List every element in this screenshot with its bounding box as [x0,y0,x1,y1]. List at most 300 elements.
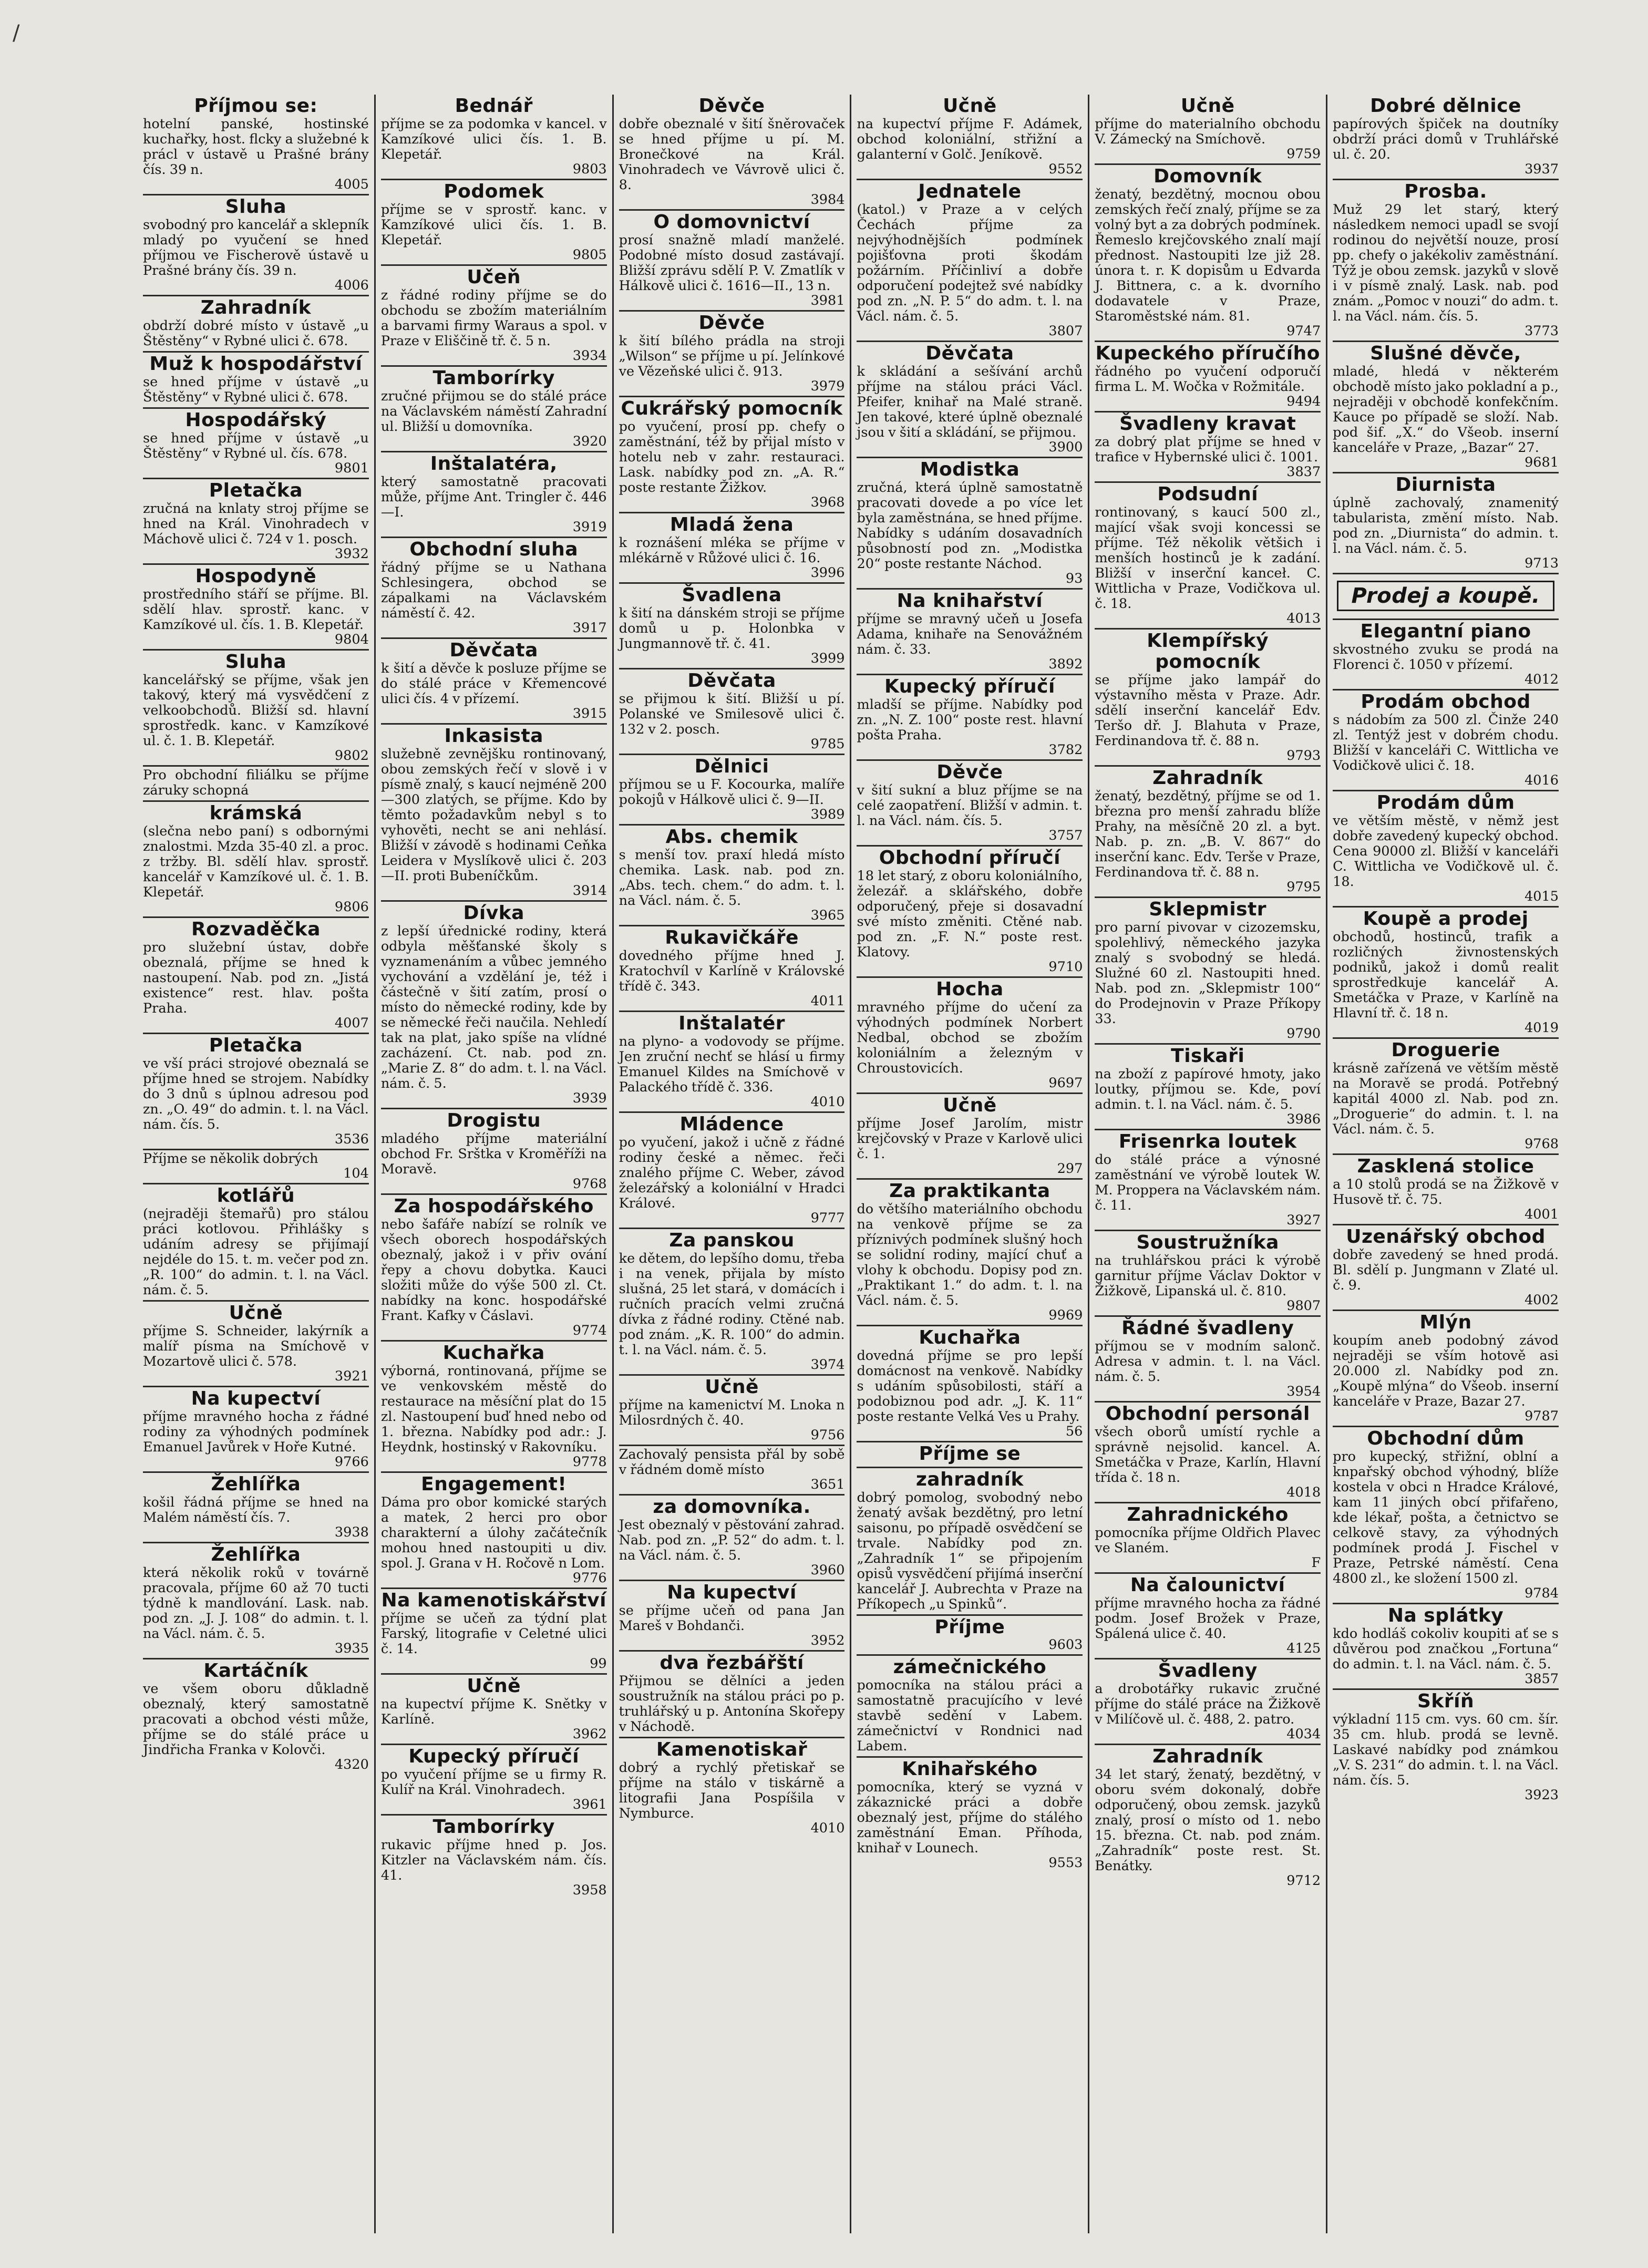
ad-number: 4002 [1525,1292,1559,1308]
ad-text: obdrží dobré místo v ústavě „u Štěstěny“ v Rybné ulici č. 678. [143,318,369,349]
ad-text: kancelářský se příjme, však jen takový, který má vysvědčení z velkoobchodů. Bližší sd. hlavní sprostředk. kanc. v Kamzíkové ul. č. 1. B. Klepetář. [143,672,369,749]
ad-text: ženatý, bezdětný, příjme se od 1. března pro menší zahradu blíže Prahy, na měsíčně 20 zl. a byt. Nab. p. zn. „B. V. 867“ do inserční kanc. Edv. Terše v Praze, Ferdinandova tř. č. 88 n. [1095,788,1321,880]
ad-heading: Na splátky [1387,1605,1504,1626]
classified-ad [1095,767,1321,898]
classified-ad [1333,180,1559,342]
ad-text: dovedná příjme se pro lepší domácnost na venkově. Nabídky s udáním spůsobilosti, stáří a podobiznou pod adr. „J. K. 11“ poste restante Velká Ves u Prahy. [857,1348,1083,1425]
ad-text: rontinovaný, s kaucí 500 zl., mající však svoji koncessi se příjme. Též několik většich i menších hostinců je k zadání. Bližší v inserční kanceł. C. Wittlicha v Praze, Vodičkova ul. č. 18. [1095,504,1321,612]
classified-ad [1333,1225,1559,1311]
ad-heading: Jednatele [918,181,1022,202]
ad-number: 3979 [810,378,845,394]
ad-number: 3927 [1286,1212,1321,1228]
ad-text: která několik roků v továrně pracovala, příjme 60 až 70 tucti týdně k mandlování. Lask. nab. pod zn. „J. J. 108“ do admin. t. l. na Václ. nám. č. 5. [143,1565,369,1642]
classified-ad [619,1446,845,1496]
classified-ad [619,755,845,826]
ad-heading: Tiskaři [1171,1045,1245,1067]
ad-heading: Děvčata [687,670,776,692]
classified-ad [619,1496,845,1581]
ad-text: řádného po vyučení odporučí firma L. M. Wočka v Rožmitále. [1095,364,1321,395]
ad-text: Dáma pro obor komické starých a matek, 2 herci pro obor charakterní a úlohy začátečník mohou hned nastoupiti u div. spol. J. Grana v H. Ročově n Lom. [380,1494,607,1571]
ad-text: pomocníka příjme Oldřich Plavec ve Slaném. [1095,1525,1321,1556]
ad-text: dobrý pomolog, svobodný nebo ženatý avšak bezdětný, pro letní saisonu, po případě osvědčení se trvale. Nabídky pod zn. „Zahradník 1“ se připojením opisů vysvědčení přijímá inserční kancelář J. Aubrechta v Praze na Příkopech „u Spinků“. [857,1490,1083,1612]
ad-heading: Koupě a prodej [1363,908,1529,930]
ad-text: Muž 29 let starý, který následkem nemoci upadl se svojí rodinou do největší nouze, prosí pp. chefy o jakékoliv zaměstnání. Týž je obou zemsk. jazyků v slově i v písmě znalý. Lask. nab. pod znám. „Pomoc v nouzi“ do adm. t. l. na Václ. nám. čís. 5. [1333,202,1559,324]
ad-heading: Podomek [444,181,544,202]
classified-ad [381,95,607,180]
ad-text: na plyno- a vodovody se příjme. Jen zruční nechť se hlásí u firmy Emanuel Kildes na Smíchově v Palackého třídě č. 336. [619,1034,845,1095]
ad-heading: Na knihařství [897,590,1043,612]
ad-number: 4010 [810,1820,845,1836]
ad-number: 4034 [1286,1726,1321,1742]
ad-text: dovedného příjme hned J. Kratochvíl v Karlíně v Královské třídě č. 343. [619,948,845,994]
ad-number: 9759 [1286,146,1321,162]
classified-ad [619,513,845,584]
ad-number: 9784 [1525,1585,1559,1601]
ad-heading: Uzenářský obchod [1346,1226,1546,1248]
ad-text: Pro obchodní filiálku se příjme záruky schopná [143,767,369,798]
ad-number: 4125 [1286,1641,1321,1656]
ad-heading: zahradník [915,1469,1024,1490]
ad-number: 9787 [1525,1408,1559,1424]
ad-number: 3962 [572,1726,607,1742]
ad-text: dobrý a rychlý přetiskař se příjme na stálo v tiskárně a litografii Jana Pospíšila v Nymburce. [619,1760,845,1821]
classified-ad [1095,483,1321,630]
ad-heading: Tamborírky [432,367,555,389]
ad-heading: Švadlena [682,584,782,606]
classified-ad [857,1326,1083,1442]
ad-text: na zboží z papírové hmoty, jako loutky, příjmou se. Kde, poví admin. t. l. na Václ. nám. č. 5. [1095,1066,1321,1112]
classified-ad [857,675,1083,761]
ad-number: 3757 [1048,828,1083,843]
ad-heading: Obchodní dům [1367,1428,1525,1449]
ad-number: 3536 [334,1131,369,1147]
ad-text: pomocníka na stálou práci a samostatně pracujícího v levé stavbě sedění v Labem. zámečnictví v Rondnici nad Labem. [857,1677,1083,1754]
ad-heading: Cukrářský pomocník [621,398,843,419]
ad-heading: Kuchařka [919,1327,1021,1348]
ad-number: 4013 [1286,611,1321,626]
ad-heading: Na čalounictví [1130,1574,1285,1596]
ad-text: příjme na kamenictví M. Lnoka n Milosrdných č. 40. [619,1397,845,1428]
ad-number: 9768 [572,1176,607,1192]
ad-heading: Švadleny [1158,1660,1258,1682]
ad-text: Zachovalý pensista přál by sobě v řádném domě místo [619,1447,845,1478]
classified-ad [381,1342,607,1473]
ad-text: rukavic příjme hned p. Jos. Kitzler na Václavském nám. čís. 41. [380,1837,607,1883]
classified-ad [619,1738,845,1838]
ad-text: svobodný pro kancelář a sklepník mladý po vyučení se hned příjmou ve Fischerově ústavě u Prašné brány čís. 39 n. [143,217,369,279]
ad-heading: Za praktikanta [889,1180,1050,1202]
ad-heading: Mladá žena [670,514,794,535]
ad-text: 34 let starý, ženatý, bezdětný, v oboru svém dokonalý, dobře odporučený, obou zemsk. jazyků znalý, prosí o místo od 1. nebo 15. března. Ct. nab. pod znám. „Zahradník“ poste rest. St. Benátky. [1095,1767,1321,1874]
classified-ad [143,1150,369,1184]
ad-number: 3996 [810,565,845,581]
ad-text: s nádobím za 500 zl. Činže 240 zl. Tentýž jest v dobrém chodu. Bližší v kanceláři C. Wittlicha ve Vodičkově ulici č. 18. [1333,712,1559,774]
ad-heading: Modistka [920,459,1020,480]
ad-number: 9778 [572,1454,607,1470]
ad-heading: Učeň [467,266,521,288]
ad-number: 9776 [572,1570,607,1586]
ad-text: příjme se učeň za týdní plat Farský, litografie v Celetné ulici č. 14. [380,1611,607,1657]
ad-heading: Inštalatéra, [430,453,558,475]
ad-text: zručná, která úplně samostatně pracovati dovede a po více let byla zaměstnána, se hned příjme. Nabídky s udáním dosavadních působností pod zn. „Modistka 20“ poste restante Náchod. [857,480,1083,572]
ad-heading: Prodám obchod [1361,691,1531,713]
ad-text: příjme S. Schneider, lakýrník a malíř písma na Smíchově v Mozartově ulici č. 578. [143,1323,369,1369]
classified-ad [857,1656,1083,1758]
ad-heading: Podsudní [1157,483,1259,505]
ad-heading: Děvče [698,312,765,334]
ad-number: 3938 [334,1524,369,1540]
ad-text: dobře obeznalé v šití šněrovaček se hned příjme u pí. M. Bronečkové na Král. Vinohradech ve Vávrově ulici č. 8. [619,116,845,193]
ad-heading: Sluha [225,651,287,673]
classified-ad [143,918,369,1034]
ad-heading: Kamenotiskař [656,1739,808,1760]
classified-ad [857,978,1083,1094]
classified-ad [619,1652,845,1738]
classified-ad [1095,1231,1321,1317]
ad-text: příjme mravného hocha z řádné rodiny za výhodných podmínek Emanuel Javůrek v Hoře Kutné. [143,1409,369,1455]
ad-heading: Příjme [934,1616,1005,1638]
classified-ad [381,266,607,367]
classified-ad [381,902,607,1109]
ad-number: 297 [1057,1161,1083,1177]
classified-ad [1095,165,1321,342]
ad-heading: Za panskou [669,1230,795,1251]
ad-number: 9747 [1286,323,1321,339]
classified-ad [857,1094,1083,1180]
ad-heading: Učně [705,1376,759,1398]
ad-heading: Kupecký příručí [408,1746,580,1767]
ad-number: 9766 [334,1454,369,1470]
ad-number: 3773 [1525,323,1559,339]
classified-ad [381,1473,607,1589]
ad-text: příjmou se v modním salonč. Adresa v admin. t. l. na Václ. nám. č. 5. [1095,1338,1321,1385]
ad-heading: krámská [209,802,303,824]
ad-text: z lepší úřednické rodiny, která odbyla měšťanské školy s vyznamenáním a vůbec jemného vychování a vzdělání je, též i částečně v šití zatím, prosí o místo do německé rodiny, kde by se německé řeči naučila. Nehledí tak na plat, jako spíše na vlídné zacházení. Ct. nab. pod zn. „Marie Z. 8“ do adm. t. l. na Václ. nám. č. 5. [380,923,607,1091]
ad-heading: Sklepmistr [1149,899,1267,920]
ad-text: výkladní 115 cm. vys. 60 cm. šír. 35 cm. hlub. prodá se levně. Laskavé nabídky pod známkou „V. S. 231“ do admin. t. l. na Václ. nám. čís. 5. [1333,1712,1559,1788]
classified-ad [143,1543,369,1659]
ad-heading: Klempířský pomocník [1147,630,1269,673]
ad-text: v šití sukní a bluz příjme se na celé zaopatření. Bližší v admin. t. l. na Václ. nám. čís. 5. [857,782,1083,829]
ad-number: 3837 [1286,464,1321,480]
classified-ad [381,452,607,538]
classified-ad [381,1195,607,1342]
ad-number: 9807 [1286,1298,1321,1314]
ad-number: 9603 [1048,1637,1083,1653]
ad-number: 3917 [572,620,607,636]
ad-number: 9774 [572,1323,607,1338]
classified-ad [143,479,369,565]
ad-heading: Děvče [936,761,1003,783]
ad-text: výborná, rontinovaná, příjme se ve venkovském městě do restaurace na měsíční plat do 15 zl. Nastoupení buď hned nebo od 1. března. Nabídky pod adr.: J. Heydnk, hostinský v Rakovníku. [380,1363,607,1455]
classified-ad [143,409,369,479]
ad-number: 4018 [1286,1484,1321,1500]
ad-heading: Kuchařka [442,1342,545,1364]
ad-text: příjme Josef Jarolím, mistr krejčovský v Praze v Karlově ulici č. 1. [857,1116,1083,1162]
ad-number: 3986 [1286,1111,1321,1127]
ad-text: hotelní panské, hostinské kuchařky, host. flcky a služebné k prácl v ústavě u Prašné brány čís. 39 n. [143,116,369,178]
classified-ad [1095,1574,1321,1659]
classified-ad [143,296,369,353]
ad-number: 9713 [1525,555,1559,571]
ad-heading: Prodej a koupě. [1337,581,1554,611]
ad-text: papírových špiček na doutníky obdrží práci domů v Truhlářské ul. č. 20. [1333,116,1559,162]
ad-text: po vyučení, jakož i učně z řádné rodiny české a němec. řeči znalého příjme C. Weber, závod železářský a koloniální v Hradci Králové. [619,1135,845,1211]
ad-number: 9790 [1286,1026,1321,1042]
ad-heading: Drogistu [447,1110,541,1131]
ad-text: zručné přijmou se do stálé práce na Václavském náměstí Zahradní ul. Bližší u domovníka. [380,388,607,435]
classified-ad [1095,1130,1321,1231]
ad-number: 4016 [1525,772,1559,788]
ad-text: úplně zachovalý, znamenitý tabularista, změní místo. Nab. pod zn. „Diurnista“ do admin. t. l. na Václ. nám. č. 5. [1333,495,1559,556]
classified-ad [381,1675,607,1745]
ad-text: košil řádná příjme se hned na Malém náměstí čís. 7. [143,1494,369,1525]
classified-ad [381,180,607,266]
ad-text: (nejraději štemařů) pro stálou práci kotlovou. Přihlášky s udáním adresy se přijímají nejdéle do 15. t. m. večer pod zn. „R. 100“ do admin. t. l. na Václ. nám. č. 5. [143,1206,369,1298]
ad-text: ke dětem, do lepšího domu, třeba i na venek, přijala by místo slušná, 25 let stará, v domácích i ručních pracích velmi zručná dívka z řádné rodiny. Ctěné nab. pod znám. „K. R. 100“ do admin. t. l. na Václ. nám. č. 5. [619,1251,845,1358]
ad-text: ve větším městě, v němž jest dobře zavedený kupecký obchod. Cena 90000 zl. Bližší v kanceláři C. Wittlicha ve Vodičkově ul. č. 18. [1333,813,1559,890]
ad-number: 9793 [1286,748,1321,764]
ad-number: 3984 [810,192,845,208]
ad-heading: Učně [229,1302,283,1324]
ad-heading: Kupeckého příručího [1095,343,1320,364]
ad-text: a drobotářky rukavic zručné příjme do stálé práce na Žižkově v Milíčově ul. č. 488, 2. patro. [1095,1681,1321,1727]
classified-ad [857,1442,1083,1468]
ad-number: 3651 [810,1477,845,1492]
ad-text: koupím aneb podobný závod nejraději se vším hotově asi 20.000 zl. Nabídky pod zn. „Koupě mlýna“ do Všeob. inserní kanceláře v Praze, Bazar 27. [1333,1333,1559,1409]
column-2 [374,95,612,2233]
classified-ad [1333,690,1559,791]
ad-text: mladé, hledá v některém obchodě místo jako pokladní a p., nejraději v obchodě konfekčním. Kauce po případě se složí. Nab. pod šif. „X.“ do Všeob. inserní kanceláře v Praze, „Bazar“ 27. [1333,364,1559,456]
ad-text: skvostného zvuku se prodá na Florenci č. 1050 v přízemí. [1333,642,1559,673]
ad-number: 9806 [334,899,369,915]
ad-text: do stálé práce a výnosné zaměstnání ve výrobě loutek W. M. Proppera na Václavském nám. č. 11. [1095,1152,1321,1213]
ad-heading: Bednář [455,95,533,117]
ad-heading: Učně [467,1675,521,1697]
ad-heading: Rozvaděčka [191,919,321,940]
ad-heading: Kartáčník [203,1660,308,1682]
ad-heading: Hocha [936,978,1004,1000]
ad-text: se příjme učeň od pana Jan Mareš v Bohdanči. [619,1603,845,1634]
ad-text: příjme mravného hocha za řádné podm. Josef Brožek v Praze, Spálená ulice č. 40. [1095,1595,1321,1642]
ad-heading: kotlářů [217,1185,295,1207]
ad-number: 4006 [334,277,369,293]
ad-number: 9552 [1048,161,1083,177]
ad-text: mladého příjme materiální obchod Fr. Srštka v Kroměříži na Moravě. [380,1131,607,1177]
classified-ad [619,211,845,312]
classified-ad [619,312,845,397]
ad-number: 3958 [572,1882,607,1898]
classified-ad [1095,630,1321,767]
ad-heading: Zahradnického [1127,1504,1289,1525]
ad-heading: Mládence [679,1114,784,1135]
ad-number: 4320 [334,1757,369,1772]
classified-ad [857,761,1083,847]
ad-heading: Knihařského [902,1758,1038,1780]
ad-heading: Elegantní piano [1360,621,1531,642]
ad-heading: Inštalatér [678,1013,786,1034]
ad-text: kdo hodláš cokoliv koupiti ať se s důvěrou pod značkou „Fortuna“ do admin. t. l. na Václ. nám. č. 5. [1333,1626,1559,1672]
ad-text: příjme se za podomka v kancel. v Kamzíkové ulici čís. 1. B. Klepetář. [380,116,607,162]
ad-heading: Pletačka [209,480,303,501]
ad-heading: Zahradník [1152,767,1263,789]
classified-ad [143,802,369,918]
classified-ad [857,458,1083,590]
column-6 [1326,95,1564,2233]
classified-ad [619,826,845,926]
classified-ad [143,353,369,409]
ad-heading: Děvčata [925,343,1014,364]
ad-heading: Na kupectví [667,1582,797,1603]
ad-number: 3954 [1286,1384,1321,1399]
column-3 [612,95,850,2233]
ad-text: obchodů, hostinců, trafik a rozličných živnostenských podniků, jakož i domů realit sprostředkuje kancelář A. Smetáčka v Praze, v Karlíně na Hlavní tř. č. 18 n. [1333,929,1559,1021]
ad-heading: Obchodní personál [1105,1403,1310,1425]
ad-text: k šití bílého prádla na stroji „Wilson“ se příjme u pí. Jelínkové ve Vězeňské ulici č. 913. [619,333,845,379]
classified-ad [1333,1427,1559,1604]
ad-number: 9697 [1048,1075,1083,1091]
ad-heading: za domovníka. [653,1496,811,1518]
ad-number: 9710 [1048,959,1083,975]
ad-text: nebo šafáře nabízí se rolník ve všech oborech hospodářských obeznalý, jakož i v přiv ování řepy a chovu dobytka. Kauci složiti může do výše 500 zl. Ct. nabídky na konc. hospodářské Frant. Kafky v Čáslavi. [380,1217,607,1324]
ad-heading: Na kupectví [191,1388,321,1409]
ad-heading: Inkasista [444,725,543,747]
ad-text: se hned příjme v ústavě „u Štěstěny“ v Rybné ulici č. 678. [143,374,369,405]
classified-ad [857,1616,1083,1656]
classified-ad [143,767,369,802]
ad-heading: Dívka [463,902,524,924]
ad-heading: Učně [943,95,997,117]
classified-ad [143,195,369,296]
ad-number: 9805 [572,247,607,263]
ad-text: pro kupecký, střižní, oblní a knpařský obchod výhodný, blíže kostela v obci n Hradce Králové, kam 11 jiných obcí přifařeno, kde lékař, pošta, a četnictvo se celkově stavy, za výhodných podmínek prodá J. Fischel v Praze, Petrské náměstí. Cena 4800 zl., ke složení 1500 zl. [1333,1449,1559,1586]
classified-ad [143,1184,369,1302]
classified-ad [857,342,1083,458]
classified-ad [1333,95,1559,180]
ad-heading: Učně [1180,95,1235,117]
ad-number: 3923 [1525,1787,1559,1803]
ad-heading: Obchodní sluha [409,539,579,560]
ad-number: 93 [1065,571,1083,586]
ad-heading: Příjme se [919,1443,1021,1465]
ad-number: 56 [1065,1424,1083,1439]
classified-ad [1333,473,1559,574]
classified-ad [381,1589,607,1675]
classified-ad [381,1109,607,1195]
ad-heading: Sluha [225,196,287,218]
ad-text: 18 let starý, z oboru koloniálního, železář. a sklářského, dobře odporučený, přeje si dosavadní své místo změniti. Ctěné nab. pod zn. „F. N.“ poste rest. Klatovy. [857,868,1083,960]
ad-heading: Diurnista [1395,474,1496,496]
ad-number: 3892 [1048,656,1083,672]
ad-number: 3919 [572,519,607,535]
ad-text: k skládání a sešívání archů příjme na stálou práci Václ. Pfeifer, knihař na Malé straně. Jen takové, které úplně obeznalé jsou v šití a skládání, se přijmou. [857,364,1083,440]
corner-scratch: / [13,21,20,45]
ad-heading: Prosba. [1404,181,1487,202]
ad-number: 3999 [810,651,845,666]
ad-text: se hned příjme v ústavě „u Štěstěny“ v Rybné ul. čís. 678. [143,430,369,461]
ad-text: krásně zařízená ve větším městě na Moravě se prodá. Potřebný kapitál 4000 zl. Nab. pod zn. „Droguerie“ do admin. t. l. na Václ. nám. č. 5. [1333,1060,1559,1137]
classified-ad [381,1816,607,1900]
ad-text: se příjme jako lampář do výstavního města v Praze. Adr. sdělí inserční kancelář Edv. Teršo dř. J. Blahuta v Praze, Ferdinandova tř. č. 88 n. [1095,672,1321,749]
classified-ad [857,1468,1083,1616]
classified-ad [1095,1317,1321,1403]
ad-heading: Hospodářský [185,409,327,431]
ad-number: 3961 [572,1797,607,1812]
ad-number: 9681 [1525,455,1559,470]
classified-ad [619,397,845,513]
ad-heading: Muž k hospodářství [149,353,363,375]
ad-heading: Domovník [1153,166,1262,187]
ad-number: 9494 [1286,394,1321,409]
classified-ad [857,95,1083,180]
ad-heading: Dělnici [694,756,769,777]
ad-number: 4001 [1525,1207,1559,1222]
column-5 [1088,95,1326,2233]
ad-number: 3952 [810,1633,845,1648]
ad-text: pro parní pivovar v cizozemsku, spolehlivý, německého jazyka znalý s svobodný se hledá. Služné 60 zl. Nastoupiti hned. Nab. pod zn. „Sklepmistr 100“ do Prodejnovin v Praze Příkopy 33. [1095,920,1321,1027]
classified-ad [1095,898,1321,1045]
ad-text: se přijmou k šití. Bližší u pí. Polanské ve Smilesově ulici č. 132 v 2. posch. [619,691,845,737]
ad-number: 9785 [810,736,845,752]
ad-text: všech oborů umístí rychle a správně nejsolid. kancel. A. Smetáčka v Praze, Karlín, Hlavní třída č. 18 n. [1095,1424,1321,1486]
classified-ad [1333,1690,1559,1805]
ad-number: 9768 [1525,1136,1559,1152]
ad-text: příjme se v sprostř. kanc. v Kamzíkové ulici čís. 1. B. Klepetář. [380,202,607,248]
column-4 [850,95,1088,2233]
ad-number: 104 [343,1166,369,1181]
ad-heading: Tamborírky [432,1816,555,1838]
ad-heading: Za hospodářského [394,1195,594,1217]
ad-heading: Skříň [1417,1690,1475,1712]
classified-ad [1095,1503,1321,1574]
classified-ad [1333,908,1559,1039]
ad-text: po vyučení, prosí pp. chefy o zaměstnání, též by přijal místo v hotelu neb v zahr. restauraci. Lask. nabídky pod zn. „A. R.“ poste restante Žižkov. [619,419,845,496]
ad-number: 9756 [810,1427,845,1443]
classified-columns [138,95,1564,2233]
ad-number: 99 [590,1656,607,1672]
classified-ad [619,1012,845,1113]
ad-number: 9801 [334,460,369,476]
ad-heading: Engagement! [421,1473,567,1495]
ad-heading: Dobré dělnice [1370,95,1521,117]
classified-ad [619,1229,845,1376]
classified-ad [1333,1155,1559,1225]
ad-number: 3857 [1525,1671,1559,1687]
ad-text: k šití na dánském stroji se příjme domů u p. Holonbka v Jungmannově tř. č. 41. [619,605,845,652]
ad-heading: Droguerie [1391,1039,1500,1061]
ad-heading: Pletačka [209,1035,303,1056]
ad-heading: dva řezbářští [660,1652,804,1674]
ad-heading: Hospodyně [195,565,317,587]
classified-ad [143,1302,369,1387]
column-1 [138,95,374,2233]
classified-ad [381,538,607,639]
ad-number: 4005 [334,177,369,192]
ad-text: dobře zavedený se hned prodá. Bl. sdělí p. Jungmann v Zlaté ul. č. 9. [1333,1247,1559,1293]
ad-heading: Na kamenotiskářství [381,1590,606,1611]
ad-text: na truhlářskou práci k výrobě garnitur příjme Václav Doktor v Žižkově, Lipanská ul. č. 810. [1095,1253,1321,1299]
ad-text: po vyučení příjme se u firmy R. Kulíř na Král. Vinohradech. [380,1767,607,1798]
ad-heading: Švadleny kravat [1119,413,1296,435]
classified-ad [143,565,369,651]
ad-number: 9795 [1286,879,1321,895]
ad-number: 3960 [810,1562,845,1578]
classified-ad [857,180,1083,342]
ad-heading: Zasklená stolice [1357,1156,1534,1177]
ad-text: řádný příjme se u Nathana Schlesingera, obchod se zápalkami na Václavském náměstí č. 42. [380,560,607,621]
ad-text: prosí snažně mladí manželé. Podobné místo dosud zastávají. Bližší zprávu sdělí P. V. Zmatlík v Hálkově ulici č. 1616—II., 13 n. [619,232,845,294]
ad-heading: Abs. chemik [665,826,798,848]
